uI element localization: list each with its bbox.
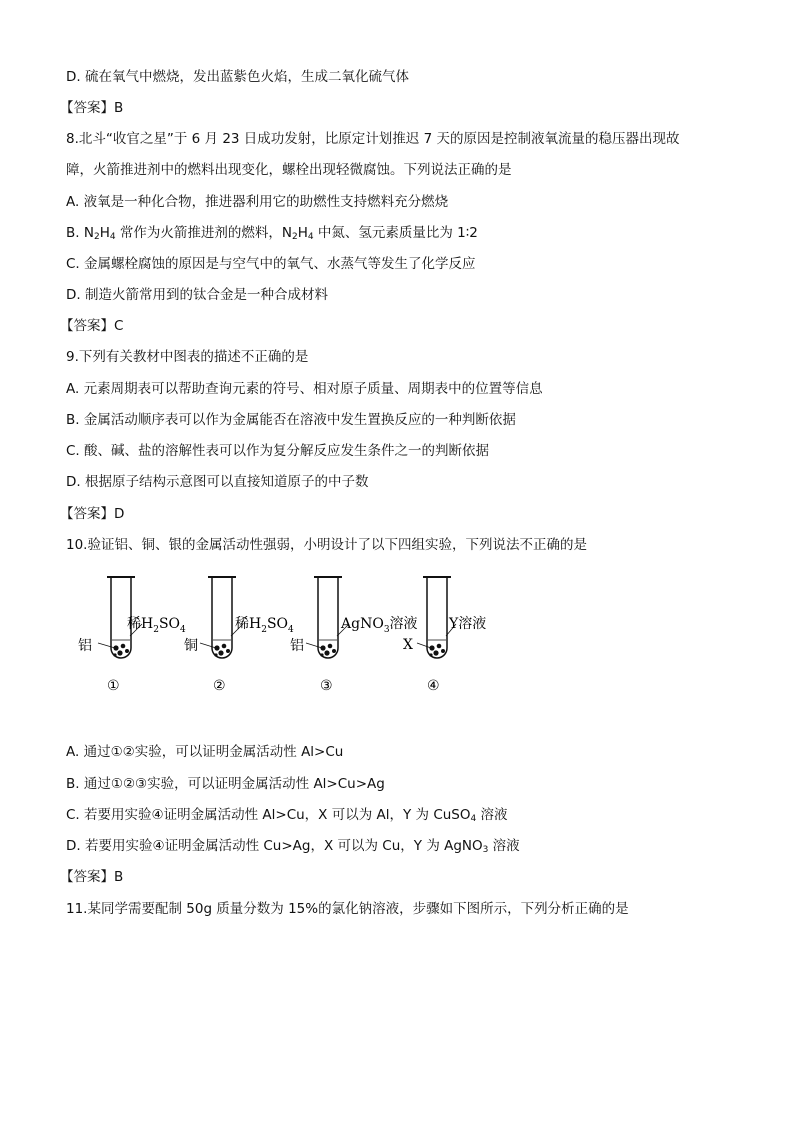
tube-3-number: ③ [320,678,333,694]
answer-q7: 【答案】B [60,100,124,116]
q8-option-a: A. 液氧是一种化合物，推进器利用它的助燃性支持燃料充分燃烧 [66,194,449,210]
tube-1-number: ① [107,678,120,694]
answer-q10: 【答案】B [60,869,124,885]
q9-option-c: C. 酸、碱、盐的溶解性表可以作为复分解反应发生条件之一的判断依据 [66,443,490,459]
tube-4-number: ④ [427,678,440,694]
q9-option-a: A. 元素周期表可以帮助查询元素的符号、相对原子质量、周期表中的位置等信息 [66,381,543,397]
question-11: 11.某同学需要配制 50g 质量分数为 15%的氯化钠溶液，步骤如下图所示，下列分析正确的是 [66,901,629,917]
tube-1-solution: 稀$H_2SO_4$ [127,616,186,635]
question-10: 10.验证铝、铜、银的金属活动性强弱，小明设计了以下四组实验，下列说法不正确的是 [66,537,587,553]
q10-option-d: D. 若要用实验④证明金属活动性 Cu>Ag，X 可以为 Cu，Y 为 AgNO$_3$ 溶液 [66,838,520,855]
q10-option-a: A. 通过①②实验，可以证明金属活动性 Al>Cu [66,744,344,760]
test-tube-diagram [70,570,530,700]
q8-option-c: C. 金属螺栓腐蚀的原因是与空气中的氧气、水蒸气等发生了化学反应 [66,256,476,272]
question-8-line-2: 障，火箭推进剂中的燃料出现变化，螺栓出现轻微腐蚀。下列说法正确的是 [66,162,512,178]
q8-option-b: B. $N_2H_4$ 常作为火箭推进剂的燃料，$N_2H_4$ 中氮、氢元素质量比为 1∶2 [66,225,478,242]
tube-4-metal: X [403,637,413,653]
tube-2-number: ② [213,678,226,694]
answer-q8: 【答案】C [60,318,124,334]
tube-4-solution: Y溶液 [449,616,487,632]
test-tube-figure [70,570,530,704]
tube-1-metal: 铝 [78,638,92,654]
q10-option-c: C. 若要用实验④证明金属活动性 Al>Cu，X 可以为 Al，Y 为 CuSO$_4$ 溶液 [66,807,508,824]
q10-option-b: B. 通过①②③实验，可以证明金属活动性 Al>Cu>Ag [66,776,385,792]
tube-3-metal: 铝 [290,638,304,654]
tube-2-solution: 稀$H_2SO_4$ [235,616,294,635]
question-8-line-1: 8.北斗“收官之星”于 6 月 23 日成功发射，比原定计划推迟 7 天的原因是控制液氧流量的稳压器出现故 [66,131,680,147]
tube-2-metal: 铜 [184,638,198,654]
q9-option-b: B. 金属活动顺序表可以作为金属能否在溶液中发生置换反应的一种判断依据 [66,412,516,428]
line-q7-option-d: D. 硫在氧气中燃烧，发出蓝紫色火焰，生成二氧化硫气体 [66,69,409,85]
question-9: 9.下列有关教材中图表的描述不正确的是 [66,349,309,365]
q8-option-d: D. 制造火箭常用到的钛合金是一种合成材料 [66,287,328,303]
tube-3-solution: AgNO$_3$溶液 [341,616,418,635]
answer-q9: 【答案】D [60,506,125,522]
q9-option-d: D. 根据原子结构示意图可以直接知道原子的中子数 [66,474,369,490]
